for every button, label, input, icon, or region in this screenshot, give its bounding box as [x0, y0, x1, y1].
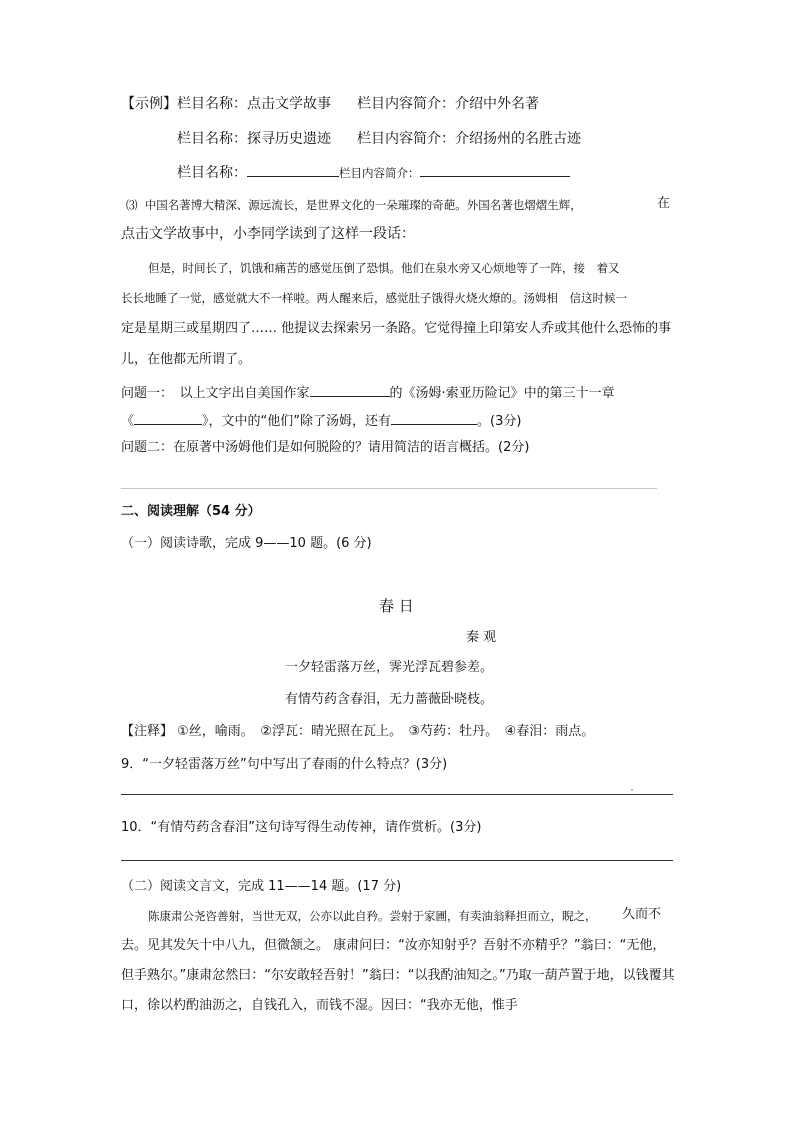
poem-author: 秦 观 — [466, 630, 497, 645]
answer-line-9[interactable] — [121, 794, 673, 795]
column-name-value: 探寻历史遗迹 — [247, 131, 331, 147]
answer-line-10[interactable] — [121, 860, 673, 861]
section-divider — [121, 488, 657, 489]
section-2-sub-1: （一）阅读诗歌，完成 9——10 题。(6 分) — [121, 536, 372, 551]
passage-line-4: 儿，在他都无所谓了。 — [121, 352, 252, 367]
q3-text: 中国名著博大精深、源远流长，是世界文化的一朵璀璨的奇葩。外国名著也熠熠生辉， — [144, 198, 582, 212]
classical-line-1: 陈康肃公尧咨善射，当世无双，公亦以此自矜。尝射于家圃，有卖油翁释担而立，睨之， — [148, 909, 597, 923]
section-2-sub-2: （二）阅读文言文，完成 11——14 题。(17 分) — [121, 879, 402, 894]
poem-note: 【注释】 ①丝，喻雨。 ②浮瓦：晴光照在瓦上。 ③芍药：牡丹。 ④春泪：雨点。 — [121, 724, 595, 739]
example-row-2 — [177, 129, 581, 149]
problem-1-line-2 — [121, 410, 521, 432]
column-intro-value: 介绍扬州的名胜古迹 — [455, 131, 581, 147]
poem-line-1: 一夕轻雷落万丝，霁光浮瓦碧参差。 — [285, 660, 494, 675]
column-intro-blank[interactable] — [420, 162, 570, 177]
poem-line-2: 有情芍药含春泪，无力蔷薇卧晓枝。 — [285, 692, 494, 707]
poem-title: 春 日 — [379, 597, 414, 615]
question-10: 10．“有情芍药含春泪”这句诗写得生动传神，请作赏析。(3分) — [121, 820, 482, 835]
passage-line-2: 长长地睡了一觉，感觉就大不一样啦。两人醒来后，感觉肚子饿得火烧火燎的。汤姆相 信这时候一 — [121, 291, 627, 305]
passage-line-1: 但是，时间长了，饥饿和痛苦的感觉压倒了恐惧。他们在泉水旁又心烦地等了一阵，接 着又 — [148, 261, 620, 275]
column-name-label: 栏目名称： — [177, 131, 247, 147]
column-intro-value: 介绍中外名著 — [455, 96, 539, 112]
example-row-1 — [121, 94, 539, 114]
section-2-title: 二、阅读理解（54 分） — [121, 504, 261, 519]
column-name-label: 栏目名称： — [177, 165, 247, 181]
q3-line-1 — [126, 195, 582, 215]
column-name-value: 点击文学故事 — [247, 96, 331, 112]
q3-number: ⑶ — [126, 198, 138, 212]
problem-1-text-c: 《 — [121, 414, 135, 429]
chapter-blank[interactable] — [134, 410, 202, 425]
column-intro-label: 栏目内容简介： — [357, 96, 455, 112]
problem-1-line-1 — [121, 382, 615, 404]
author-blank[interactable] — [310, 382, 390, 397]
problem-2: 问题二：在原著中汤姆他们是如何脱险的？请用简洁的语言概括。(2分) — [121, 440, 530, 455]
example-row-3 — [177, 162, 570, 183]
column-intro-label: 栏目内容简介： — [339, 166, 420, 180]
classical-line-1-tail: 久而不 — [622, 907, 662, 922]
classical-line-4: 口，徐以杓酌油沥之，自钱孔入，而钱不湿。因曰：“我亦无他，惟手 — [121, 998, 518, 1013]
problem-1-text-d: 》，文中的“他们”除了汤姆，还有 — [202, 414, 391, 429]
classical-line-2: 去。见其发矢十中八九，但微颔之。 康肃问曰：“汝亦知射乎？吾射不亦精乎？”翁曰：“无他， — [121, 938, 666, 953]
problem-1-text-a: 问题一： 以上文字出自美国作家 — [121, 386, 310, 401]
question-9: 9．“一夕轻雷落万丝”句中写出了春雨的什么特点？(3分) — [121, 757, 448, 772]
column-name-label: 栏目名称： — [177, 96, 247, 112]
passage-line-3: 定是星期三或星期四了…… 他提议去探索另一条路。它觉得撞上印第安人乔或其他什么恐怖的事 — [121, 321, 672, 336]
problem-1-text-b: 的《汤姆·索亚历险记》中的第三十一章 — [389, 386, 615, 401]
q3-line-1-tail: 在 — [657, 196, 671, 211]
stray-mark — [631, 789, 633, 791]
example-prefix: 【示例】 — [121, 96, 177, 112]
classical-line-3: 但手熟尔。”康肃忿然曰：“尔安敢轻吾射！”翁曰：“以我酌油知之。”乃取一葫芦置于地，以钱覆其 — [121, 968, 675, 983]
q3-line-2: 点击文学故事中，小李同学读到了这样一段话： — [121, 226, 415, 242]
column-intro-label: 栏目内容简介： — [357, 131, 455, 147]
column-name-blank[interactable] — [247, 162, 339, 177]
companion-blank[interactable] — [391, 410, 477, 425]
problem-1-score: 。(3分) — [477, 414, 522, 429]
